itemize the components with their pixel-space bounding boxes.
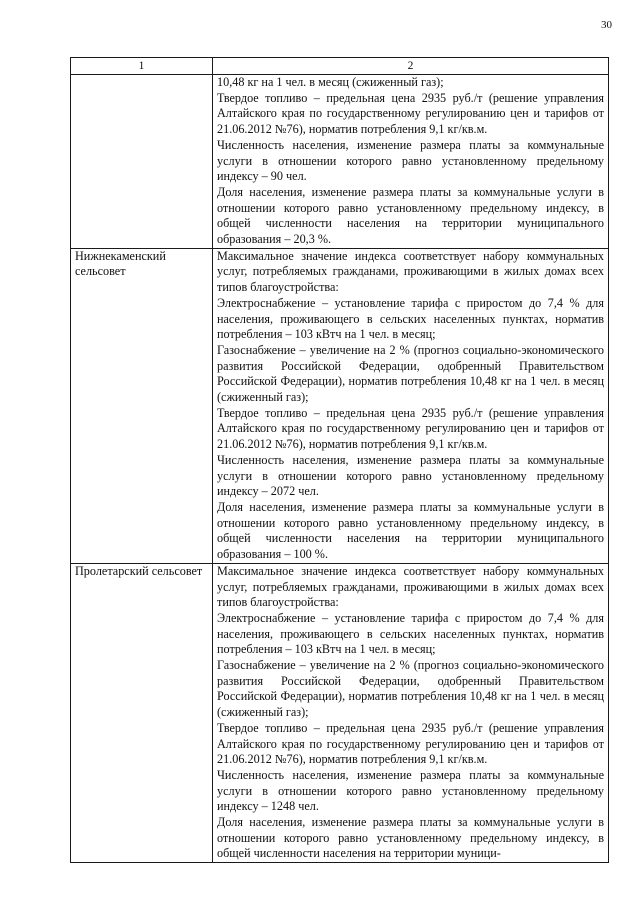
description-paragraph: Численность населения, изменение размера платы за коммунальные услуги в отношении которого равно установленному предельному индексу – 90 чел. [217, 137, 604, 184]
municipality-name [71, 75, 213, 249]
description-paragraph: Твердое топливо – предельная цена 2935 руб./т (решение управления Алтайского края по государственному регулированию цен и тарифов от 21.06.2012 №76), норматив потребления 9,1 кг/кв.м. [217, 90, 604, 137]
column-header-2: 2 [213, 58, 609, 75]
description-paragraph: Максимальное значение индекса соответствует набору коммунальных услуг, потребляемых гражданами, проживающими в жилых домах всех типов благоустройства: [217, 248, 604, 295]
description-paragraph: Доля населения, изменение размера платы за коммунальные услуги в отношении которого равно установленному предельному индексу, в общей численности населения на территории муници- [217, 815, 604, 861]
row-description [213, 248, 609, 563]
description-paragraph: Газоснабжение – увеличение на 2 % (прогноз социально-экономического развития Российской Федерации, одобренный Правительством Российской Федерации), норматив потребления 10,48 кг на 1 чел. в месяц (сжиженный газ); [217, 658, 604, 720]
description-paragraph: Твердое топливо – предельная цена 2935 руб./т (решение управления Алтайского края по государственному регулированию цен и тарифов от 21.06.2012 №76), норматив потребления 9,1 кг/кв.м. [217, 720, 604, 767]
row-description [213, 563, 609, 862]
description-paragraph: Доля населения, изменение размера платы за коммунальные услуги в отношении которого равно установленному предельному индексу, в общей численности населения на территории муниципального образования – 100 %. [217, 499, 604, 562]
page-number: 30 [601, 19, 612, 31]
municipality-name: Пролетарский сельсовет [71, 563, 213, 862]
municipality-name: Нижнекаменский сельсовет [71, 248, 213, 563]
description-paragraph: Численность населения, изменение размера платы за коммунальные услуги в отношении которого равно установленному предельному индексу – 2072 чел. [217, 452, 604, 499]
description-paragraph: Доля населения, изменение размера платы за коммунальные услуги в отношении которого равно установленному предельному индексу, в общей численности населения на территории муниципального образования – 20,3 %. [217, 184, 604, 247]
description-paragraph: Электроснабжение – установление тарифа с приростом до 7,4 % для населения, проживающего в сельских населенных пунктах, норматив потребления – 103 кВтч на 1 чел. в месяц; [217, 295, 604, 342]
description-paragraph: Численность населения, изменение размера платы за коммунальные услуги в отношении которого равно установленному предельному индексу – 1248 чел. [217, 767, 604, 814]
description-paragraph: Электроснабжение – установление тарифа с приростом до 7,4 % для населения, проживающего в сельских населенных пунктах, норматив потребления – 103 кВтч на 1 чел. в месяц; [217, 610, 604, 657]
description-paragraph: Максимальное значение индекса соответствует набору коммунальных услуг, потребляемых гражданами, проживающими в жилых домах всех типов благоустройства: [217, 563, 604, 610]
table-row [71, 563, 609, 862]
row-description [213, 75, 609, 249]
table-header-row [71, 58, 609, 75]
description-paragraph: Газоснабжение – увеличение на 2 % (прогноз социально-экономического развития Российской Федерации, одобренный Правительством Российской Федерации), норматив потребления 10,48 кг на 1 чел. в месяц (сжиженный газ); [217, 342, 604, 405]
column-header-1: 1 [71, 58, 213, 75]
description-paragraph: Твердое топливо – предельная цена 2935 руб./т (решение управления Алтайского края по государственному регулированию цен и тарифов от 21.06.2012 №76), норматив потребления 9,1 кг/кв.м. [217, 405, 604, 452]
table-row [71, 248, 609, 563]
description-paragraph: 10,48 кг на 1 чел. в месяц (сжиженный газ); [217, 75, 444, 89]
table-row [71, 75, 609, 249]
tariff-table [70, 57, 609, 863]
